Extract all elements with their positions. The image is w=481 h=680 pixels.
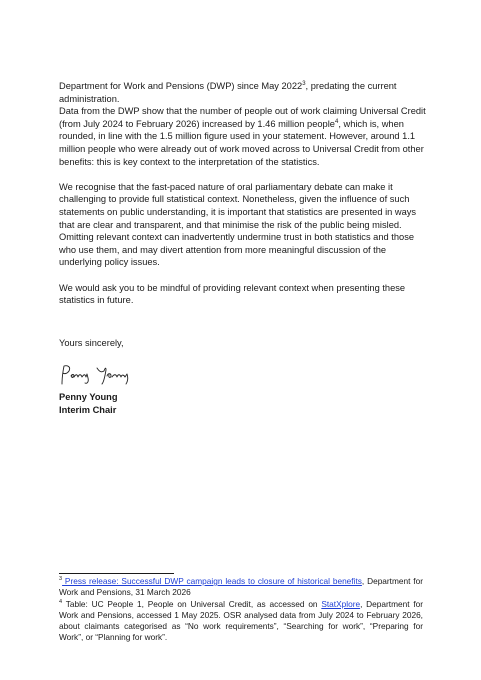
statxplore-link[interactable]: StatXplore — [321, 598, 361, 609]
handwritten-signature — [59, 362, 139, 388]
footnote-4 — [59, 599, 423, 644]
paragraph-2-text-end: , which is, when rounded, in line with the 1.5 million figure used in your statement. However, around 1.1 million people who were already out of work moved across to Universal Credit from other benefits: this is key context to the interpretation of the statistics. — [59, 118, 424, 167]
footnote-text-end: , Department for Work and Pensions, accessed 1 May 2025. OSR analysed data from July 2024 to February 2026, about claimants categorised as “No work requirements”, “Searching for work”, “Preparing for Work”, or “Planning for work”. — [59, 598, 423, 643]
paragraph-3: We recognise that the fast-paced nature of oral parliamentary debate can make it challenging to provide full statistical context. Nonetheless, given the influence of such statements on public understanding, it is important that statistics are presented in ways that are clear and transparent, and that minimise the risk of the public being misled. Omitting relevant context can inadvertently undermine trust in both statistics and those who use them, and may divert attention from more meaningful discussion of the underlying policy issues. — [59, 181, 417, 268]
letter-body — [59, 80, 427, 307]
paragraph-1 — [59, 80, 427, 105]
signatory-name: Penny Young — [59, 392, 118, 402]
footnotes — [59, 576, 423, 644]
paragraph-2-text: Data from the DWP show that the number of people out of work claiming Universal Credit (from July 2024 to February 2026) increased by 1.46 million people — [59, 106, 426, 129]
footnote-ref-4[interactable]: 4 — [334, 118, 339, 125]
paragraph-1-text: Department for Work and Pensions (DWP) since May 2022 — [59, 81, 303, 91]
footnote-text: Table: UC People 1, People on Universal Credit, as accessed on — [62, 598, 322, 609]
press-release-link[interactable]: Press release: Successful DWP campaign leads to closure of historical benefits — [62, 576, 362, 586]
footnote-ref-3[interactable]: 3 — [302, 80, 306, 87]
paragraph-2 — [59, 105, 427, 168]
footnote-text: , Department for Work and Pensions, 31 March 2026 — [59, 576, 423, 598]
closing-salutation: Yours sincerely, — [59, 338, 124, 348]
paragraph-4: We would ask you to be mindful of providing relevant context when presenting these statistics in future. — [59, 282, 406, 306]
footnote-divider — [59, 573, 174, 574]
signatory-role: Interim Chair — [59, 405, 117, 415]
footnote-3 — [59, 576, 423, 599]
footnote-number: 3 — [59, 576, 63, 583]
paragraph-1-text-end: , predating the current administration. — [59, 81, 397, 104]
footnote-number: 4 — [59, 598, 63, 605]
